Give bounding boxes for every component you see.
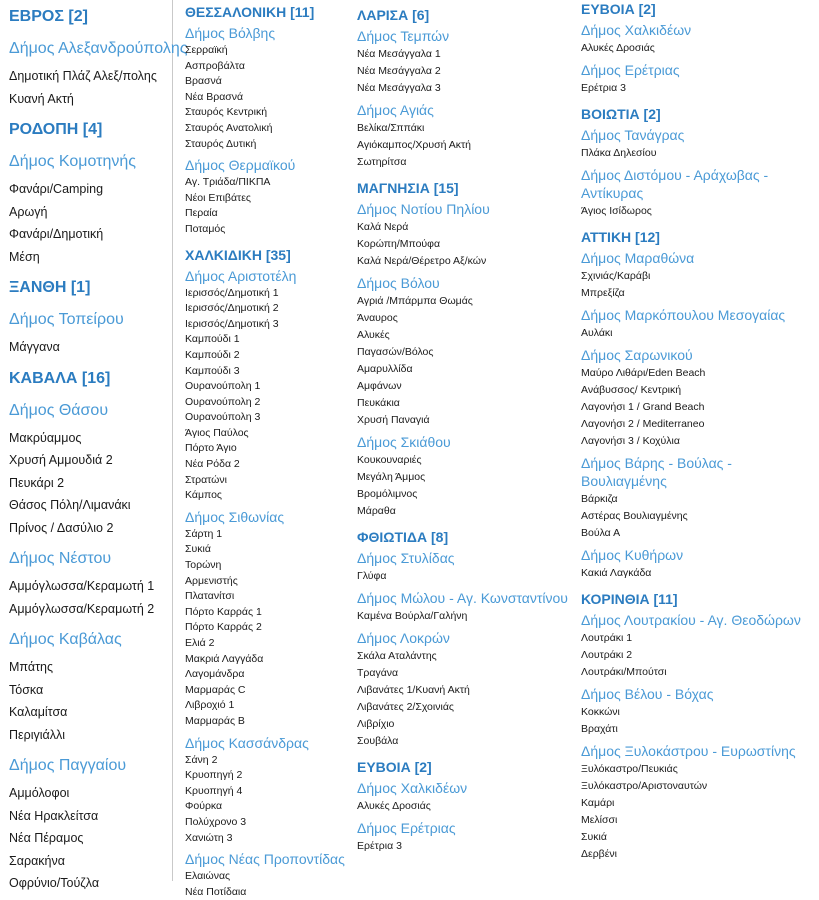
region-heading: ΧΑΛΚΙΔΙΚΗ [35] (185, 246, 291, 263)
region-section (357, 528, 572, 750)
municipality-group (357, 101, 572, 171)
beach-item: Νέα Ρόδα 2 (185, 458, 240, 471)
beach-item: Ξυλόκαστρο/Αριστοναυτών (581, 780, 708, 792)
beach-item: Βραχάτι (581, 723, 618, 735)
municipality-link[interactable]: Δήμος Βόλβης (185, 25, 276, 41)
beach-item: Σταυρός Δυτική (185, 137, 257, 150)
beach-item: Σχινιάς/Καράβι (581, 270, 651, 282)
region-heading: ΕΥΒΟΙΑ [2] (357, 759, 432, 775)
municipality-group (9, 401, 172, 540)
beach-item: Ιερισσός/Δημοτική 2 (185, 302, 279, 315)
beach-item: Σταυρός Ανατολική (185, 121, 273, 134)
municipality-group (581, 249, 819, 302)
beach-item: Μακρύαμμος (9, 430, 82, 445)
beach-item: Χρυσή Παναγιά (357, 414, 430, 426)
beach-item: Λουτράκι 1 (581, 632, 633, 644)
municipality-link[interactable]: Δήμος Βάρης - Βούλας - Βουλιαγμένης (581, 455, 732, 489)
beach-item: Δημοτική Πλάζ Αλεξ/πολης (9, 69, 157, 83)
beach-item: Ουρανούπολη 3 (185, 411, 261, 424)
beach-item: Ανάβυσσος/ Κεντρική (581, 384, 682, 396)
beach-item: Αμμόγλωσσα/Κεραμωτή 1 (9, 579, 155, 593)
beach-item: Αλυκές Δροσιάς (357, 800, 431, 812)
municipality-group (185, 156, 348, 237)
municipality-group (357, 200, 572, 270)
municipality-group (357, 433, 572, 520)
beach-item: Λιβανάτες 1/Κυανή Ακτή (357, 684, 470, 696)
region-section (581, 228, 819, 582)
municipality-link[interactable]: Δήμος Τανάγρας (581, 127, 685, 143)
beach-item: Σάρτη 1 (185, 527, 223, 540)
municipality-link[interactable]: Δήμος Τεμπών (357, 28, 450, 44)
municipality-group (581, 546, 819, 582)
beach-item: Ουρανούπολη 2 (185, 395, 261, 408)
municipality-group (581, 685, 819, 738)
beach-item: Μαύρο Λιθάρι/Eden Beach (581, 367, 706, 379)
region-section (9, 278, 172, 359)
municipality-link[interactable]: Δήμος Μώλου - Αγ. Κωνσταντίνου (357, 590, 568, 606)
beach-item: Νέα Μεσάγγαλα 1 (357, 48, 441, 60)
region-heading: ΑΤΤΙΚΗ [12] (581, 229, 660, 245)
municipality-link[interactable]: Δήμος Κομοτηνής (9, 153, 136, 170)
beach-item: Αστέρας Βουλιαγμένης (581, 510, 688, 522)
beach-item: Πολύχρονο 3 (185, 815, 247, 828)
beach-item: Ιερισσός/Δημοτική 1 (185, 286, 279, 299)
beach-item: Σωτηρίτσα (357, 156, 407, 168)
municipality-group (581, 166, 819, 220)
beach-item: Παγασών/Βόλος (357, 346, 434, 358)
beach-item: Φανάρι/Δημοτική (9, 227, 104, 241)
beach-item: Χρυσή Αμμουδιά 2 (9, 453, 113, 467)
region-section (9, 120, 172, 268)
municipality-link[interactable]: Δήμος Ξυλοκάστρου - Ευρωστίνης (581, 743, 796, 759)
region-heading: ΡΟΔΟΠΗ [4] (9, 121, 103, 138)
beach-item: Γλύφα (357, 570, 387, 582)
municipality-link[interactable]: Δήμος Νέστου (9, 550, 112, 567)
beach-item: Νέα Ποτίδαια (185, 885, 247, 898)
column-1 (0, 0, 188, 890)
beach-item: Βελίκα/Σππάκι (357, 122, 425, 134)
beach-item: Μεγάλη Άμμος (357, 471, 426, 483)
beach-item: Καμάρι (581, 797, 615, 809)
municipality-link[interactable]: Δήμος Παγγαίου (9, 757, 127, 774)
beach-item: Περαία (185, 207, 218, 220)
beach-item: Καμένα Βούρλα/Γαλήνη (357, 610, 468, 622)
beach-item: Φούρκα (185, 800, 223, 813)
beach-item: Βούλα Α (581, 527, 621, 539)
beach-item: Στρατώνι (185, 473, 227, 486)
beach-item: Ουρανούπολη 1 (185, 380, 261, 393)
beach-item: Πόρτο Άγιο (185, 442, 237, 455)
beach-item: Πευκάκια (357, 397, 400, 409)
beach-item: Τραγάνα (357, 667, 399, 679)
beach-item: Αγιόκαμπος/Χρυσή Ακτή (357, 139, 472, 151)
beach-item: Λουτράκι 2 (581, 649, 633, 661)
region-heading: ΕΥΒΟΙΑ [2] (581, 1, 656, 17)
beach-item: Βρομόλιμνος (357, 488, 418, 500)
beach-item: Τορώνη (185, 559, 222, 572)
municipality-link[interactable]: Δήμος Σιθωνίας (185, 508, 285, 525)
municipality-link[interactable]: Δήμος Βόλου (357, 275, 440, 291)
beach-item: Σουβάλα (357, 735, 399, 747)
region-heading: ΘΕΣΣΑΛΟΝΙΚΗ [11] (185, 4, 315, 20)
municipality-group (357, 549, 572, 585)
municipality-group (357, 274, 572, 429)
beach-item: Μέση (9, 249, 40, 264)
municipality-group (357, 629, 572, 750)
beach-item: Ιερισσός/Δημοτική 3 (185, 317, 279, 330)
beach-item: Λαγονήσι 3 / Κοχύλια (581, 435, 680, 447)
beach-item: Αρμενιστής (185, 574, 238, 587)
column-4 (572, 0, 819, 881)
beach-item: Χανιώτη 3 (185, 831, 233, 844)
beach-item: Μελίσσι (581, 814, 618, 826)
beach-item: Πλάκα Δηλεσίου (581, 147, 657, 159)
column-2 (174, 0, 348, 898)
beach-item: Κακιά Λαγκάδα (581, 567, 652, 579)
region-section (357, 179, 572, 520)
beach-item: Αμαρυλλίδα (357, 363, 413, 375)
beach-item: Νέοι Επιβάτες (185, 191, 251, 204)
municipality-group (581, 454, 819, 542)
beach-item: Κρυοπηγή 2 (185, 769, 243, 782)
municipality-link[interactable]: Δήμος Χαλκιδέων (357, 780, 468, 796)
beach-item: Αλυκές (357, 329, 390, 341)
municipality-link[interactable]: Δήμος Ερέτριας (357, 820, 456, 836)
municipality-link[interactable]: Δήμος Κυθήρων (581, 547, 684, 563)
municipality-link[interactable]: Δήμος Αλεξανδρούπολης (9, 40, 188, 57)
municipality-link[interactable]: Δήμος Νέας Προποντίδας (185, 851, 345, 868)
column-3 (348, 0, 572, 881)
beach-item: Οφρύνιο/Τούζλα (9, 876, 100, 890)
beach-item: Μαρμαράς B (185, 714, 245, 727)
municipality-link[interactable]: Δήμος Βέλου - Βόχας (581, 686, 714, 702)
municipality-group (581, 21, 819, 57)
region-heading: ΚΟΡΙΝΘΙΑ [11] (581, 591, 678, 607)
beach-item: Αλυκές Δροσιάς (581, 42, 655, 54)
beach-item: Ασπροβάλτα (185, 59, 245, 72)
municipality-link[interactable]: Δήμος Στυλίδας (357, 550, 455, 566)
municipality-group (581, 346, 819, 450)
municipality-group (9, 549, 172, 620)
municipality-group (357, 819, 572, 855)
region-heading: ΜΑΓΝΗΣΙΑ [15] (357, 180, 459, 196)
beach-item: Λαγονήσι 2 / Mediterraneo (581, 418, 705, 430)
beach-item: Λαγονήσι 1 / Grand Beach (581, 401, 705, 413)
beach-item: Μπρεξίζα (581, 287, 625, 299)
beach-item: Καλά Νερά/Θέρετρο Αξ/κών (357, 255, 487, 267)
municipality-group (357, 779, 572, 815)
municipality-link[interactable]: Δήμος Τοπείρου (9, 311, 124, 328)
region-section (185, 3, 348, 238)
municipality-group (9, 630, 172, 746)
beach-item: Ελιά 2 (185, 637, 215, 649)
municipality-link[interactable]: Δήμος Λουτρακίου - Αγ. Θεοδώρων (581, 612, 801, 628)
beach-item: Κρυοπηγή 4 (185, 784, 243, 797)
municipality-link[interactable]: Δήμος Μαραθώνα (581, 250, 695, 266)
beach-item: Μάγγανα (9, 340, 60, 354)
beach-item: Βάρκιζα (581, 493, 618, 505)
beach-item: Νέα Βρασνά (185, 90, 244, 103)
beach-item: Άγιος Παύλος (185, 426, 249, 439)
region-section (581, 0, 819, 97)
beach-item: Αυλάκι (581, 327, 613, 339)
beach-item: Συκιά (581, 831, 607, 843)
region-section (9, 7, 188, 110)
region-section (357, 6, 572, 171)
municipality-link[interactable]: Δήμος Θάσου (9, 401, 109, 419)
beach-item: Πλατανίτσι (185, 590, 235, 603)
beach-item: Αμμόγλωσσα/Κεραμωτή 2 (9, 601, 155, 616)
region-heading: ΦΘΙΩΤΙΔΑ [8] (357, 529, 449, 545)
beach-item: Μαρμαράς C (185, 683, 246, 696)
beach-item: Νέα Μεσάγγαλα 3 (357, 82, 441, 94)
beach-item: Σταυρός Κεντρική (185, 106, 268, 119)
beach-item: Συκιά (185, 543, 211, 556)
municipality-link[interactable]: Δήμος Σαρωνικού (581, 347, 693, 363)
beach-item: Ερέτρια 3 (581, 82, 626, 94)
beach-item: Καμπούδι 1 (185, 333, 240, 346)
municipality-link[interactable]: Δήμος Ερέτριας (581, 62, 680, 78)
region-heading: ΛΑΡΙΣΑ [6] (357, 7, 430, 23)
beach-item: Νέα Πέραμος (9, 831, 84, 845)
municipality-group (9, 152, 172, 268)
beach-item: Νέα Μεσάγγαλα 2 (357, 65, 441, 77)
beach-item: Λιβροχιό 1 (185, 699, 235, 712)
municipality-link[interactable]: Δήμος Καβάλας (9, 631, 122, 648)
municipality-group (581, 742, 819, 863)
beach-item: Καλά Νερά (357, 221, 409, 233)
beach-item: Δερβένι (581, 848, 617, 860)
beach-item: Σάνη 2 (185, 753, 218, 766)
beach-item: Μπάτης (9, 660, 54, 674)
municipality-link[interactable]: Δήμος Νοτίου Πηλίου (357, 201, 490, 217)
beach-item: Λαγομάνδρα (185, 668, 245, 681)
beach-item: Κάμπος (185, 489, 222, 502)
beach-item: Περιγιάλλι (9, 727, 66, 742)
region-section (581, 105, 819, 220)
municipality-group (185, 267, 348, 504)
region-section (185, 246, 348, 900)
beach-item: Καμπούδι 3 (185, 364, 240, 377)
municipality-group (581, 126, 819, 162)
beach-item: Αμμόλοφοι (9, 786, 70, 800)
beach-item: Σαρακήνα (9, 853, 65, 868)
municipality-group (357, 589, 572, 625)
beach-item: Αγ. Τριάδα/ΠΙΚΠΑ (185, 176, 271, 189)
municipality-group (9, 39, 188, 110)
region-heading: ΚΑΒΑΛΑ [16] (9, 369, 111, 387)
municipality-group (185, 508, 348, 730)
beach-item: Κοκκώνι (581, 706, 620, 718)
beach-item: Αρωγή (9, 204, 48, 219)
municipality-link[interactable]: Δήμος Διστόμου - Αράχωβας - Αντίκυρας (581, 167, 769, 201)
beach-item: Πόρτο Καρράς 2 (185, 621, 262, 634)
municipality-group (357, 27, 572, 97)
beach-item: Πευκάρι 2 (9, 475, 65, 490)
municipality-group (581, 306, 819, 342)
beach-item: Άγιος Ισίδωρος (581, 205, 652, 217)
beach-item: Ερέτρια 3 (357, 840, 402, 852)
municipality-link[interactable]: Δήμος Θερμαϊκού (185, 157, 296, 174)
municipality-link[interactable]: Δήμος Αγιάς (357, 102, 434, 118)
beach-item: Σερραϊκή (185, 44, 228, 56)
beach-item: Θάσος Πόλη/Λιμανάκι (9, 498, 131, 512)
region-heading: ΒΟΙΩΤΙΑ [2] (581, 106, 661, 122)
municipality-group (581, 61, 819, 97)
beach-item: Κουκουναριές (357, 454, 422, 466)
beach-item: Τόσκα (9, 682, 44, 697)
beach-item: Καμπούδι 2 (185, 348, 240, 361)
beach-item: Πόρτο Καρράς 1 (185, 605, 262, 618)
municipality-group (9, 310, 172, 359)
municipality-link[interactable]: Δήμος Λοκρών (357, 630, 450, 646)
region-section (357, 758, 572, 855)
beach-item: Φανάρι/Camping (9, 182, 104, 196)
beach-item: Βρασνά (185, 75, 222, 88)
municipality-link[interactable]: Δήμος Μαρκόπουλου Μεσογαίας (581, 307, 786, 323)
beach-item: Άναυρος (357, 312, 398, 324)
beach-item: Λιβανάτες 2/Σχοινιάς (357, 701, 454, 713)
beach-item: Λουτράκι/Μπούτσι (581, 666, 667, 678)
beach-item: Κορώπη/Μπούφα (357, 238, 441, 250)
beach-item: Πρίνος / Δασύλιο 2 (9, 520, 114, 535)
beach-item: Ελαιώνας (185, 870, 231, 883)
municipality-link[interactable]: Δήμος Κασσάνδρας (185, 734, 309, 751)
beach-item: Αγριά /Μπάρμπα Θωμάς (357, 295, 473, 307)
beach-item: Κυανή Ακτή (9, 91, 74, 106)
municipality-group (185, 850, 348, 900)
region-heading: ΞΑΝΘΗ [1] (9, 279, 91, 296)
municipality-link[interactable]: Δήμος Χαλκιδέων (581, 22, 692, 38)
beach-item: Λιβρίχιο (357, 718, 395, 730)
beach-item: Ποταμός (185, 222, 226, 235)
region-heading: ΕΒΡΟΣ [2] (9, 8, 88, 25)
beach-item: Ξυλόκαστρο/Πευκιάς (581, 763, 678, 775)
beach-item: Μακριά Λαγγάδα (185, 652, 264, 665)
municipality-group (581, 611, 819, 681)
beach-item: Σκάλα Αταλάντης (357, 650, 437, 662)
municipality-group (185, 734, 348, 847)
beach-item: Μάραθα (357, 505, 396, 517)
municipality-link[interactable]: Δήμος Αριστοτέλη (185, 267, 297, 284)
municipality-link[interactable]: Δήμος Σκιάθου (357, 434, 451, 450)
municipality-group (9, 756, 172, 895)
beach-item: Καλαμίτσα (9, 705, 68, 719)
beach-item: Αμφάνων (357, 380, 402, 392)
municipality-group (185, 24, 348, 152)
beach-item: Νέα Ηρακλείτσα (9, 808, 99, 823)
region-section (581, 590, 819, 863)
region-section (9, 369, 172, 895)
